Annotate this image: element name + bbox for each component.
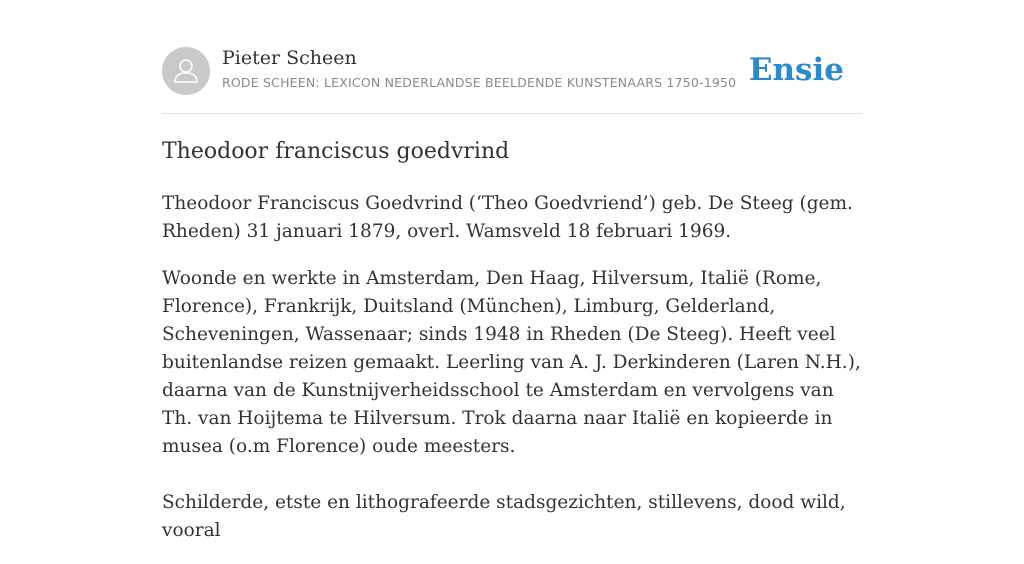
article-paragraph: Theodoor Franciscus Goedvrind (‘Theo Goedvriend’) geb. De Steeg (gem. Rheden) 31 januari 1879, overl. Wamsveld 18 februari 1969. (162, 193, 853, 242)
ensie-logo[interactable]: Ensie (748, 52, 844, 88)
article-paragraph: Schilderde, etste en lithografeerde stadsgezichten, stillevens, dood wild, vooral (162, 492, 846, 541)
user-avatar-icon[interactable] (162, 47, 210, 95)
article-body (162, 190, 862, 564)
source-publication[interactable]: RODE SCHEEN: LEXICON NEDERLANDSE BEELDENDE KUNSTENAARS 1750-1950 (222, 75, 737, 90)
author-name[interactable]: Pieter Scheen (222, 47, 357, 69)
article-paragraph: Woonde en werkte in Amsterdam, Den Haag, Hilversum, Italië (Rome, Florence), Frankrijk, Duitsland (München), Limburg, Gelderland, Scheveningen, Wassenaar; sinds 1948 in Rheden (De Steeg). Heeft veel buitenlandse reizen gemaakt. Leerling van A. J. Derkinderen (Laren N.H.), daarna van de Kunstnijverheidsschool te Amsterdam en vervolgens van Th. van Hoijtema te Hilversum. Trok daarna naar Italië en kopieerde in musea (o.m Florence) oude meesters. (162, 268, 861, 457)
article-header (162, 47, 862, 114)
article-title: Theodoor franciscus goedvrind (162, 139, 510, 164)
